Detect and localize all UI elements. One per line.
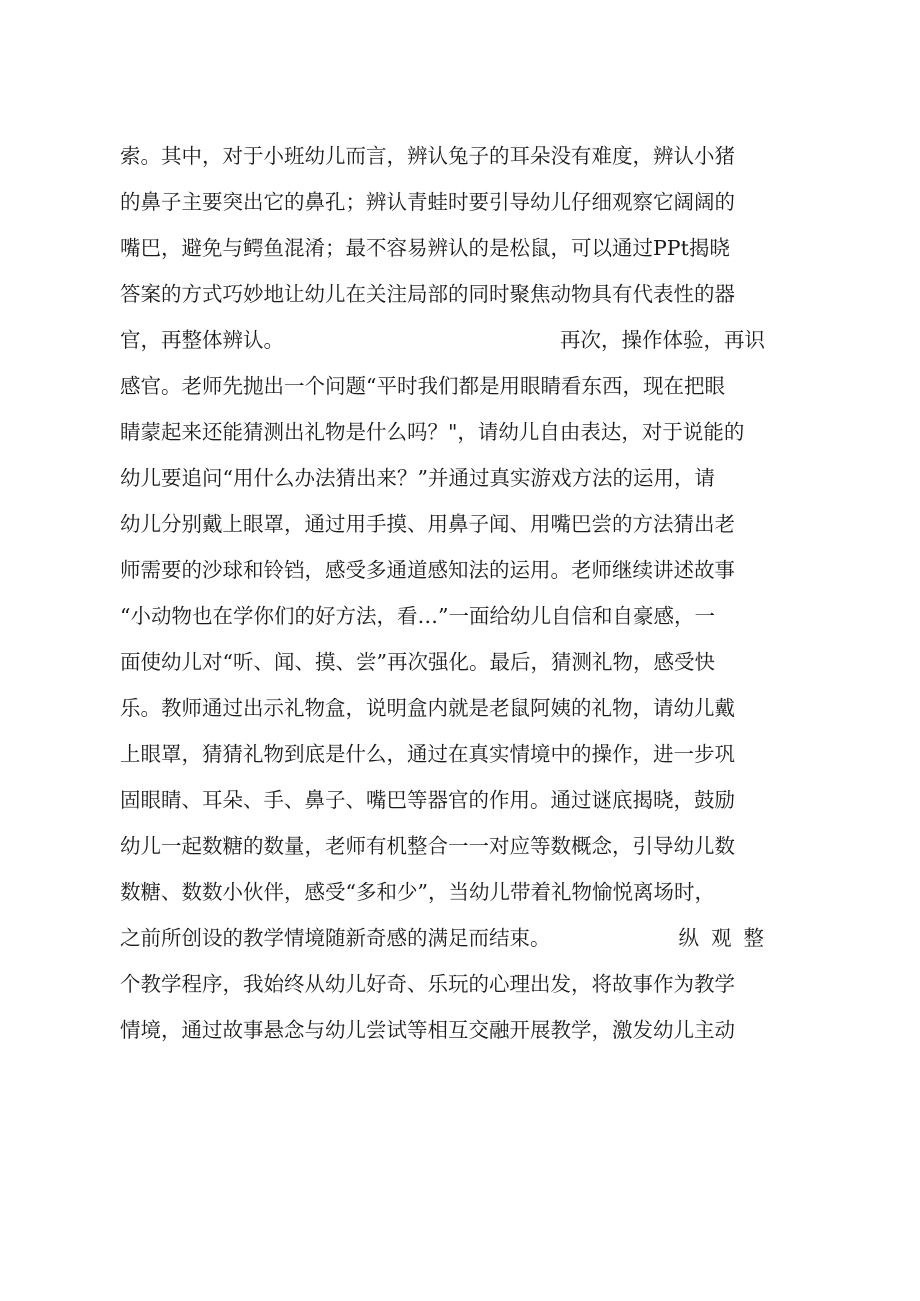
text-line	[120, 547, 820, 593]
line-text: 索。其中，对于小班幼儿而言，辨认兔子的耳朵没有难度，辨认小猪	[120, 144, 735, 168]
text-line	[120, 869, 820, 915]
body-text	[120, 133, 820, 1053]
line-text: 幼儿分别戴上眼罩，通过用手摸、用鼻子闻、用嘴巴尝的方法猜出老	[120, 512, 735, 536]
line-text: 幼儿要追问“用什么办法猜出来？”并通过真实游戏方法的运用，请	[120, 466, 715, 490]
text-line	[120, 1007, 820, 1053]
text-line	[120, 363, 820, 409]
line-text: 上眼罩，猜猜礼物到底是什么，通过在真实情境中的操作，进一步巩	[120, 742, 735, 766]
line-text: 答案的方式巧妙地让幼儿在关注局部的同时聚焦动物具有代表性的器	[120, 282, 735, 306]
text-line	[120, 593, 820, 639]
line-text: 嘴巴，避免与鳄鱼混淆；最不容易辨认的是松鼠，可以通过PPt揭晓	[120, 236, 730, 260]
text-line	[120, 179, 820, 225]
text-line	[120, 961, 820, 1007]
text-line	[120, 639, 820, 685]
text-line	[120, 777, 820, 823]
text-line	[120, 133, 820, 179]
line-text: 睛蒙起来还能猜测出礼物是什么吗？"，请幼儿自由表达，对于说能的	[120, 420, 745, 444]
section-heading: 再次，操作体验，再识	[560, 328, 765, 352]
text-line	[120, 731, 820, 777]
text-line	[120, 409, 820, 455]
line-text: 官，再整体辨认。	[120, 328, 284, 352]
text-line	[120, 271, 820, 317]
line-text: 之前所创设的教学情境随新奇感的满足而结束。	[120, 926, 551, 950]
section-heading: 纵观整	[678, 926, 776, 950]
line-text: 师需要的沙球和铃铛，感受多通道感知法的运用。老师继续讲述故事	[120, 558, 735, 582]
text-line	[120, 455, 820, 501]
line-text: 面使幼儿对“听、闻、摸、尝”再次强化。最后，猜测礼物，感受快	[120, 650, 715, 674]
line-text: 感官。老师先抛出一个问题“平时我们都是用眼睛看东西，现在把眼	[120, 374, 725, 398]
line-text: 的鼻子主要突出它的鼻孔；辨认青蛙时要引导幼儿仔细观察它阔阔的	[120, 190, 735, 214]
text-line	[120, 317, 820, 363]
line-text: 固眼睛、耳朵、手、鼻子、嘴巴等器官的作用。通过谜底揭晓，鼓励	[120, 788, 735, 812]
line-text: 乐。教师通过出示礼物盒，说明盒内就是老鼠阿姨的礼物，请幼儿戴	[120, 696, 735, 720]
text-line	[120, 225, 820, 271]
text-line	[120, 915, 820, 961]
line-text: 幼儿一起数糖的数量，老师有机整合一一对应等数概念，引导幼儿数	[120, 834, 735, 858]
line-text: 情境，通过故事悬念与幼儿尝试等相互交融开展教学，激发幼儿主动	[120, 1018, 735, 1042]
line-text: “小动物也在学你们的好方法，看…”一面给幼儿自信和自豪感，一	[120, 604, 715, 628]
text-line	[120, 501, 820, 547]
line-text: 个教学程序，我始终从幼儿好奇、乐玩的心理出发，将故事作为教学	[120, 972, 735, 996]
text-line	[120, 685, 820, 731]
text-line	[120, 823, 820, 869]
line-text: 数糖、数数小伙伴，感受“多和少”，当幼儿带着礼物愉悦离场时，	[120, 880, 715, 904]
